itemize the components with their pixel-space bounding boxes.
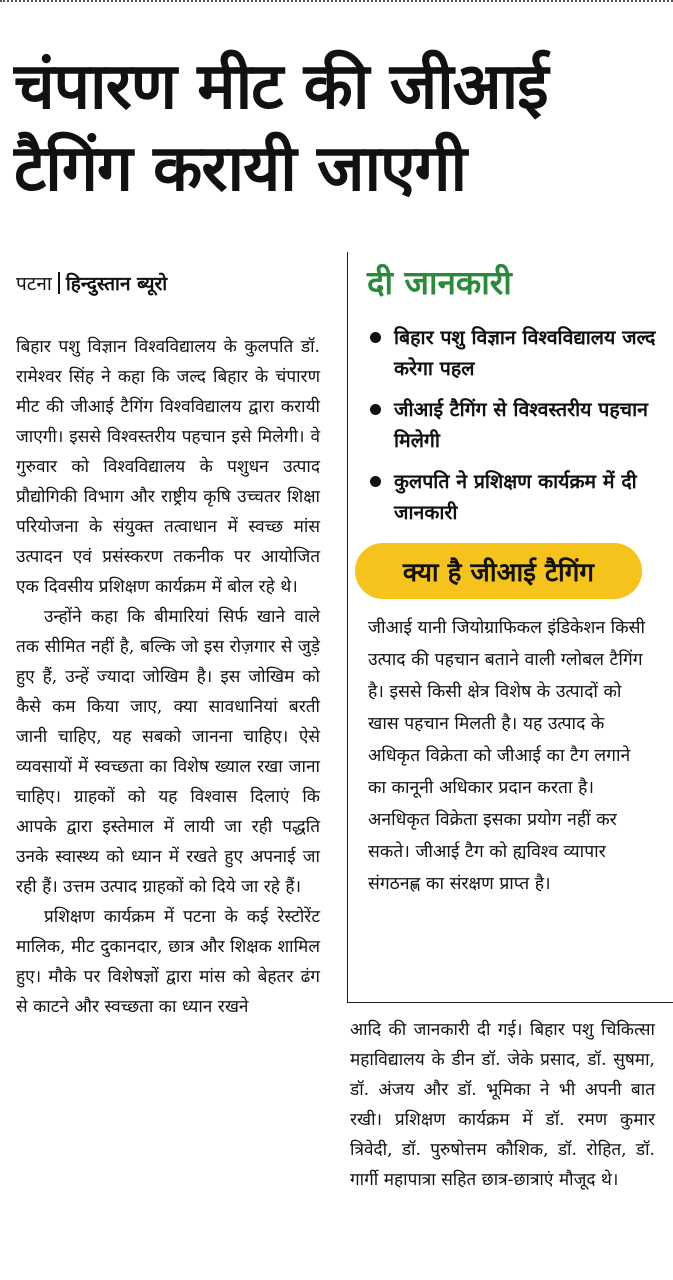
info-bullet-2 [366,394,658,456]
info-bullet-text: कुलपति ने प्रशिक्षण कार्यक्रम में दी जानकारी [394,470,637,524]
byline-bureau: हिन्दुस्तान ब्यूरो [65,273,168,295]
gi-banner-title: क्या है जीआई टैगिंग [402,558,595,588]
article-continuation: आदि की जानकारी दी गई। बिहार पशु चिकित्सा महाविद्यालय के डीन डॉ. जेके प्रसाद, डॉ. सुषमा, डॉ. अंजय और डॉ. भूमिका ने भी अपनी बात रखी। प्रशिक्षण कार्यक्रम में डॉ. रमण कुमार त्रिवेदी, डॉ. पुरुषोत्तम कौशिक, डॉ. रोहित, डॉ. गार्गी महापात्रा सहित छात्र-छात्राएं मौजूद थे। [350,1020,655,1190]
article-body [16,332,320,1022]
byline-place: पटना [16,273,52,295]
info-bullet-text: बिहार पशु विज्ञान विश्वविद्यालय जल्द करेगा पहल [394,326,656,380]
gi-banner [355,543,642,599]
info-bullet-1 [366,322,658,384]
bullet-icon [370,332,381,343]
info-box-bullets [366,322,658,538]
box-bottom-rule [347,1002,673,1003]
article-paragraph-2: उन्होंने कहा कि बीमारियां सिर्फ खाने वाले तक सीमित नहीं है, बल्कि जो इस रोज़गार से जुड़े हुए हैं, उन्हें ज्यादा जोखिम है। इस जोखिम को कैसे कम किया जाए, क्या सावधानियां बरती जानी चाहिए, यह सबको जानना चाहिए। ऐसे व्यवसायों में स्वच्छता का विशेष ख्याल रखा जाना चाहिए। ग्राहकों को यह विश्वास दिलाएं कि आपके द्वारा इस्तेमाल में लायी जा रही पद्धति उनके स्वास्थ्य को ध्यान में रखते हुए अपनाई जा रही हैं। उत्तम उत्पाद ग्राहकों को दिये जा रहे हैं। [16,607,320,897]
byline-separator [58,272,60,294]
byline [16,271,167,297]
bullet-icon [370,404,381,415]
column-divider [347,252,348,1002]
headline-line-2: टैगिंग करायी जाएगी [14,132,467,206]
headline-line-1: चंपारण मीट की जीआई [14,50,548,124]
gi-explainer-text: जीआई यानी जियोग्राफिकल इंडिकेशन किसी उत्पाद की पहचान बताने वाली ग्लोबल टैगिंग है। इससे किसी क्षेत्र विशेष के उत्पादों को खास पहचान मिलती है। यह उत्पाद के अधिकृत विक्रेता को जीआई का टैग लगाने का कानूनी अधिकार प्रदान करता है। अनधिकृत विक्रेता इसका प्रयोग नहीं कर सकते। जीआई टैग को ह्यविश्व व्यापार संगठनह्ण का संरक्षण प्राप्त है। [368,618,645,894]
top-dotted-border [0,0,673,2]
article-paragraph-1: बिहार पशु विज्ञान विश्वविद्यालय के कुलपति डॉ. रामेश्वर सिंह ने कहा कि जल्द बिहार के चंपारण मीट की जीआई टैगिंग विश्वविद्यालय द्वारा करायी जाएगी। इससे विश्वस्तरीय पहचान इसे मिलेगी। वे गुरुवार को विश्वविद्यालय के पशुधन उत्पाद प्रौद्योगिकी विभाग और राष्ट्रीय कृषि उच्चतर शिक्षा परियोजना के संयुक्त तत्वाधान में स्वच्छ मांस उत्पादन एवं प्रसंस्करण तकनीक पर आयोजित एक दिवसीय प्रशिक्षण कार्यक्रम में बोल रहे थे। [16,337,320,597]
info-bullet-text: जीआई टैगिंग से विश्वस्तरीय पहचान मिलेगी [394,398,648,452]
info-bullet-3 [366,466,658,528]
headline [14,46,664,210]
info-box-title: दी जानकारी [367,263,512,302]
article-paragraph-3: प्रशिक्षण कार्यक्रम में पटना के कई रेस्टोरेंट मालिक, मीट दुकानदार, छात्र और शिक्षक शामिल हुए। मौके पर विशेषज्ञों द्वारा मांस को बेहतर ढंग से काटने और स्वच्छता का ध्यान रखने [16,907,320,1017]
bullet-icon [370,476,381,487]
